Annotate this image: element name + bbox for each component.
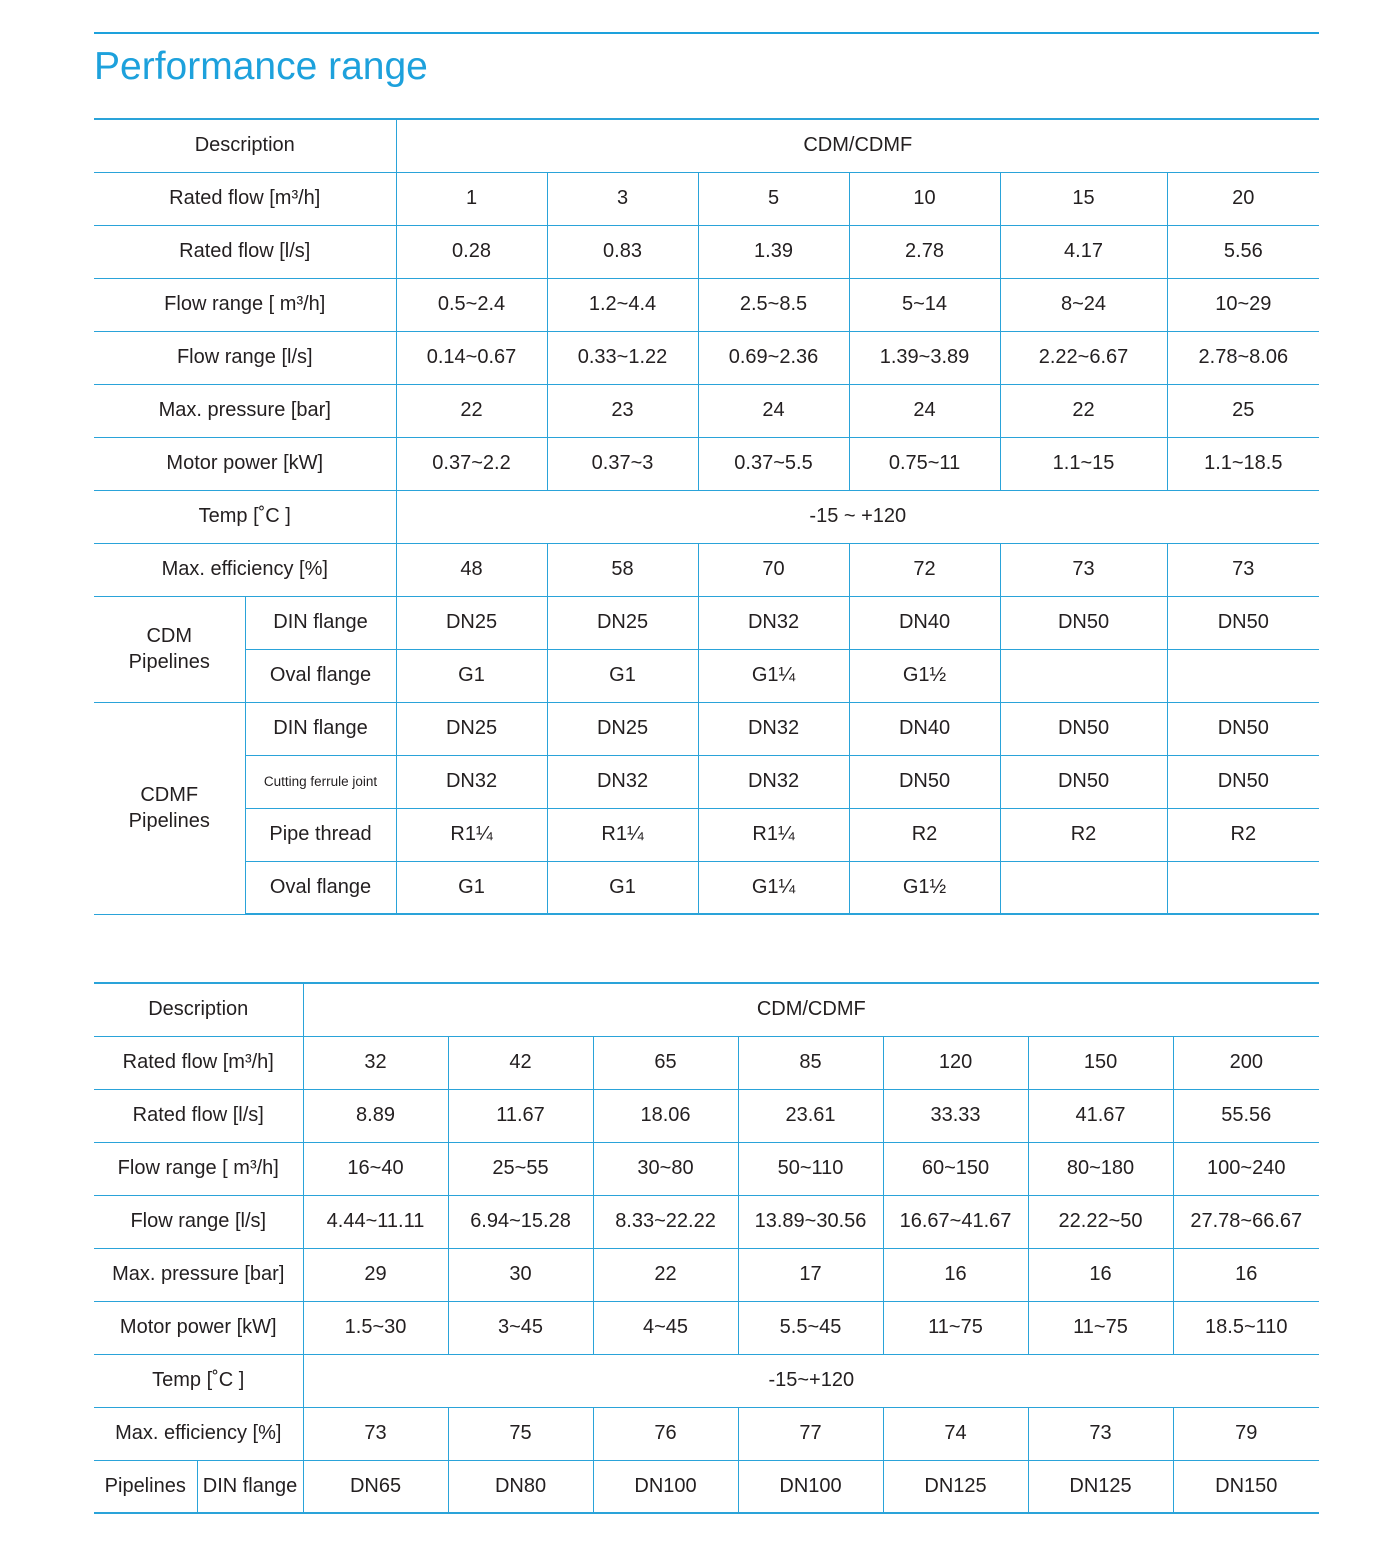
table-cell: 85	[738, 1036, 883, 1089]
table-cell: 1.39	[698, 225, 849, 278]
table-cell: 55.56	[1173, 1089, 1319, 1142]
table-cell: DN32	[396, 755, 547, 808]
table-cell: 5~14	[849, 278, 1000, 331]
table-cell: 77	[738, 1407, 883, 1460]
table-cell: DN80	[448, 1460, 593, 1513]
table-cell: 0.14~0.67	[396, 331, 547, 384]
table-cell: 2.5~8.5	[698, 278, 849, 331]
table-row	[94, 384, 1319, 437]
table-cell: 3~45	[448, 1301, 593, 1354]
table-cell: 73	[1028, 1407, 1173, 1460]
table-cell: G1	[396, 649, 547, 702]
table-cell: 8.89	[303, 1089, 448, 1142]
table-cell: 5.56	[1167, 225, 1319, 278]
pipeline-type-label: DIN flange	[245, 702, 396, 755]
row-label: Temp [˚C ]	[94, 1354, 303, 1407]
table-cell: 74	[883, 1407, 1028, 1460]
row-label: Rated flow [m³/h]	[94, 172, 396, 225]
page-title: Performance range	[94, 45, 428, 88]
table-cell: 41.67	[1028, 1089, 1173, 1142]
table-cell: 23	[547, 384, 698, 437]
row-label: Max. pressure [bar]	[94, 384, 396, 437]
table-cell: 48	[396, 543, 547, 596]
row-label: Flow range [ m³/h]	[94, 278, 396, 331]
table-cell: 22	[396, 384, 547, 437]
table-cell: 1.5~30	[303, 1301, 448, 1354]
table-row	[94, 755, 1319, 808]
table-cell: 73	[1000, 543, 1167, 596]
table-cell: DN50	[1000, 755, 1167, 808]
table-cell: DN65	[303, 1460, 448, 1513]
table-cell: 11.67	[448, 1089, 593, 1142]
pipelines-group-label	[94, 596, 245, 702]
table-cell: G1½	[849, 649, 1000, 702]
table-cell: 150	[1028, 1036, 1173, 1089]
table-cell: 8~24	[1000, 278, 1167, 331]
table-cell: 5.5~45	[738, 1301, 883, 1354]
table-cell: 22	[593, 1248, 738, 1301]
table-row	[94, 1195, 1319, 1248]
table-cell: 0.37~5.5	[698, 437, 849, 490]
table-row	[94, 649, 1319, 702]
table-cell: 4~45	[593, 1301, 738, 1354]
table-cell: 11~75	[883, 1301, 1028, 1354]
table-cell: 32	[303, 1036, 448, 1089]
table-cell: DN50	[1167, 702, 1319, 755]
table-cell: 200	[1173, 1036, 1319, 1089]
table-cell: 13.89~30.56	[738, 1195, 883, 1248]
table-cell: 75	[448, 1407, 593, 1460]
table-cell: 0.75~11	[849, 437, 1000, 490]
pipelines-group-label: Pipelines	[94, 1460, 197, 1513]
temp-range-cell: -15~+120	[303, 1354, 1319, 1407]
performance-table-large-models	[94, 982, 1319, 1514]
table-cell: 4.17	[1000, 225, 1167, 278]
table-cell: 1.1~18.5	[1167, 437, 1319, 490]
temp-range-cell: -15 ~ +120	[396, 490, 1319, 543]
table-cell: 0.5~2.4	[396, 278, 547, 331]
header-description: Description	[94, 119, 396, 172]
table-cell	[1000, 861, 1167, 914]
group-label-line: CDM	[146, 625, 193, 647]
table-cell: DN32	[547, 755, 698, 808]
row-label: Rated flow [l/s]	[94, 225, 396, 278]
table-cell: R2	[1167, 808, 1319, 861]
pipelines-group-label	[94, 702, 245, 914]
table-cell	[1167, 861, 1319, 914]
table-cell: 24	[849, 384, 1000, 437]
table-cell: 1.1~15	[1000, 437, 1167, 490]
pipeline-type-label: DIN flange	[245, 596, 396, 649]
table-cell: 15	[1000, 172, 1167, 225]
table-cell: 16	[1028, 1248, 1173, 1301]
table-row	[94, 543, 1319, 596]
row-label: Temp [˚C ]	[94, 490, 396, 543]
table-cell: 2.78~8.06	[1167, 331, 1319, 384]
pipeline-type-label: Oval flange	[245, 861, 396, 914]
table-cell: DN25	[547, 596, 698, 649]
table-cell: DN50	[1167, 596, 1319, 649]
table-cell: 10	[849, 172, 1000, 225]
table-cell: 60~150	[883, 1142, 1028, 1195]
pipeline-type-label: DIN flange	[197, 1460, 303, 1513]
table-row	[94, 1354, 1319, 1407]
table-cell	[1167, 649, 1319, 702]
table-cell: DN150	[1173, 1460, 1319, 1513]
table-cell: 22	[1000, 384, 1167, 437]
table-cell: 0.33~1.22	[547, 331, 698, 384]
table-cell: 11~75	[1028, 1301, 1173, 1354]
table-cell: G1¼	[698, 649, 849, 702]
table-cell: 17	[738, 1248, 883, 1301]
table-cell: DN40	[849, 596, 1000, 649]
table-cell: 79	[1173, 1407, 1319, 1460]
header-description: Description	[94, 983, 303, 1036]
table-cell	[1000, 649, 1167, 702]
table-cell: 16.67~41.67	[883, 1195, 1028, 1248]
table-cell: DN100	[593, 1460, 738, 1513]
table-cell: R2	[849, 808, 1000, 861]
group-label-line: CDMF	[140, 784, 199, 806]
table-row	[94, 225, 1319, 278]
table-cell: 1	[396, 172, 547, 225]
table-row	[94, 983, 1319, 1036]
table-cell: 4.44~11.11	[303, 1195, 448, 1248]
row-label: Flow range [l/s]	[94, 1195, 303, 1248]
table-cell: DN25	[547, 702, 698, 755]
table-cell: 76	[593, 1407, 738, 1460]
table-cell: DN125	[1028, 1460, 1173, 1513]
table-cell: 16	[1173, 1248, 1319, 1301]
table-cell: 27.78~66.67	[1173, 1195, 1319, 1248]
table-cell: 24	[698, 384, 849, 437]
table-cell: 65	[593, 1036, 738, 1089]
table-row	[94, 437, 1319, 490]
table-cell: 30	[448, 1248, 593, 1301]
table-cell: R2	[1000, 808, 1167, 861]
table-cell: 3	[547, 172, 698, 225]
table-cell: 1.39~3.89	[849, 331, 1000, 384]
table-cell: G1	[547, 861, 698, 914]
table-cell: 73	[303, 1407, 448, 1460]
table-row	[94, 172, 1319, 225]
table-cell: DN125	[883, 1460, 1028, 1513]
row-label: Flow range [ m³/h]	[94, 1142, 303, 1195]
table-cell: 22.22~50	[1028, 1195, 1173, 1248]
table-cell: G1¼	[698, 861, 849, 914]
table-cell: 18.5~110	[1173, 1301, 1319, 1354]
table-cell: DN32	[698, 596, 849, 649]
table-row	[94, 119, 1319, 172]
table-cell: R1¼	[698, 808, 849, 861]
table-cell: 0.37~3	[547, 437, 698, 490]
table-cell: 1.2~4.4	[547, 278, 698, 331]
table-cell: 6.94~15.28	[448, 1195, 593, 1248]
table-cell: DN50	[1000, 596, 1167, 649]
table-cell: DN25	[396, 702, 547, 755]
table-row	[94, 596, 1319, 649]
row-label: Motor power [kW]	[94, 1301, 303, 1354]
table-cell: 33.33	[883, 1089, 1028, 1142]
table-cell: 29	[303, 1248, 448, 1301]
table-row	[94, 490, 1319, 543]
table-cell: DN32	[698, 702, 849, 755]
table-cell: 16~40	[303, 1142, 448, 1195]
performance-table-small-models	[94, 118, 1319, 915]
table-cell: 23.61	[738, 1089, 883, 1142]
group-label-line: Pipelines	[128, 810, 210, 832]
table-cell: 30~80	[593, 1142, 738, 1195]
table-cell: 0.28	[396, 225, 547, 278]
row-label: Rated flow [m³/h]	[94, 1036, 303, 1089]
row-label: Rated flow [l/s]	[94, 1089, 303, 1142]
table-row	[94, 1460, 1319, 1513]
table-cell: DN50	[1000, 702, 1167, 755]
table-cell: 2.22~6.67	[1000, 331, 1167, 384]
table-cell: 0.69~2.36	[698, 331, 849, 384]
group-label-line: Pipelines	[128, 651, 210, 673]
table-cell: R1¼	[547, 808, 698, 861]
table-cell: DN32	[698, 755, 849, 808]
table-row	[94, 808, 1319, 861]
table-row	[94, 702, 1319, 755]
table-cell: G1	[396, 861, 547, 914]
table-cell: 50~110	[738, 1142, 883, 1195]
table-cell: 70	[698, 543, 849, 596]
table-cell: DN25	[396, 596, 547, 649]
table-row	[94, 1089, 1319, 1142]
table-cell: 73	[1167, 543, 1319, 596]
header-model: CDM/CDMF	[303, 983, 1319, 1036]
table-cell: 0.37~2.2	[396, 437, 547, 490]
table-row	[94, 1407, 1319, 1460]
row-label: Flow range [l/s]	[94, 331, 396, 384]
table-cell: 58	[547, 543, 698, 596]
table-cell: 18.06	[593, 1089, 738, 1142]
table-cell: 72	[849, 543, 1000, 596]
table-row	[94, 278, 1319, 331]
table-cell: 25	[1167, 384, 1319, 437]
table-cell: 0.83	[547, 225, 698, 278]
table-cell: 120	[883, 1036, 1028, 1089]
table-cell: 42	[448, 1036, 593, 1089]
title-rule	[94, 32, 1319, 34]
table-cell: 8.33~22.22	[593, 1195, 738, 1248]
table-row	[94, 861, 1319, 914]
table-cell: R1¼	[396, 808, 547, 861]
row-label: Max. efficiency [%]	[94, 543, 396, 596]
row-label: Max. efficiency [%]	[94, 1407, 303, 1460]
table-row	[94, 331, 1319, 384]
table-cell: 80~180	[1028, 1142, 1173, 1195]
table-cell: 20	[1167, 172, 1319, 225]
table-row	[94, 1248, 1319, 1301]
table-cell: DN40	[849, 702, 1000, 755]
table-cell: DN50	[849, 755, 1000, 808]
table-cell: 5	[698, 172, 849, 225]
row-label: Motor power [kW]	[94, 437, 396, 490]
table-cell: G1½	[849, 861, 1000, 914]
pipeline-type-label: Oval flange	[245, 649, 396, 702]
row-label: Max. pressure [bar]	[94, 1248, 303, 1301]
table-row	[94, 1301, 1319, 1354]
table-cell: 25~55	[448, 1142, 593, 1195]
pipeline-type-label: Pipe thread	[245, 808, 396, 861]
table-cell: DN100	[738, 1460, 883, 1513]
header-model: CDM/CDMF	[396, 119, 1319, 172]
table-row	[94, 1036, 1319, 1089]
table-cell: 16	[883, 1248, 1028, 1301]
table-cell: 2.78	[849, 225, 1000, 278]
table-cell: DN50	[1167, 755, 1319, 808]
pipeline-type-label: Cutting ferrule joint	[245, 755, 396, 808]
table-row	[94, 1142, 1319, 1195]
table-cell: 10~29	[1167, 278, 1319, 331]
table-cell: 100~240	[1173, 1142, 1319, 1195]
table-cell: G1	[547, 649, 698, 702]
